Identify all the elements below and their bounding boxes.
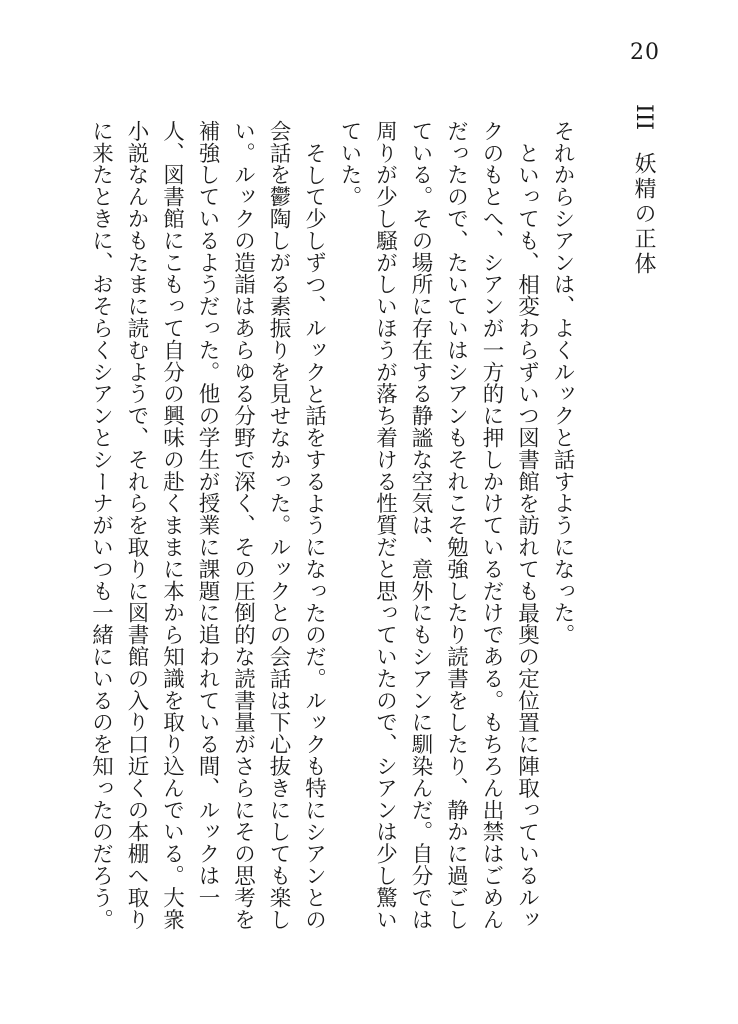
chapter-numeral: III (631, 104, 656, 131)
paragraph-2: といっても、相変わらずいつ図書館を訪れても最奥の定位置に陣取っているルックのもとへ、シアンが一方的に押しかけているだけである。もちろん出禁はごめんだったので、たいていはシアンもそれこそ勉強したり読書をしたり、静かに過ごしている。その場所に存在する静謐な空気は、意外にもシアンに馴染んだ。自分では周りが少し騒がしいほうが落ち着ける性質だと思っていたので、シアンは少し驚いていた。 (337, 120, 540, 931)
paragraph-3: そして少しずつ、ルックと話をするようになったのだ。ルックも特にシアンとの会話を鬱陶しがる素振りを見せなかった。ルックとの会話は下心抜きにしても楽しい。ルックの造詣はあらゆる分野で深く、その圧倒的な読書量がさらにその思考を補強しているようだった。他の学生が授業に課題に追われている間、ルックは一人、図書館にこもって自分の興味の赴くままに本から知識を取り込んでいる。大衆小説なんかもたまに読むようで、それらを取りに図書館の入り口近くの本棚へ取りに来たときに、おそらくシアンとシーナがいつも一緒にいるのを知ったのだろう。 (88, 120, 327, 931)
body-text (83, 120, 580, 950)
page-number: 20 (630, 40, 660, 65)
chapter-title: 妖精の正体 (631, 152, 656, 278)
chapter-heading (632, 104, 654, 304)
paragraph-1: それからシアンは、よくルックと話すようになった。 (550, 120, 575, 646)
